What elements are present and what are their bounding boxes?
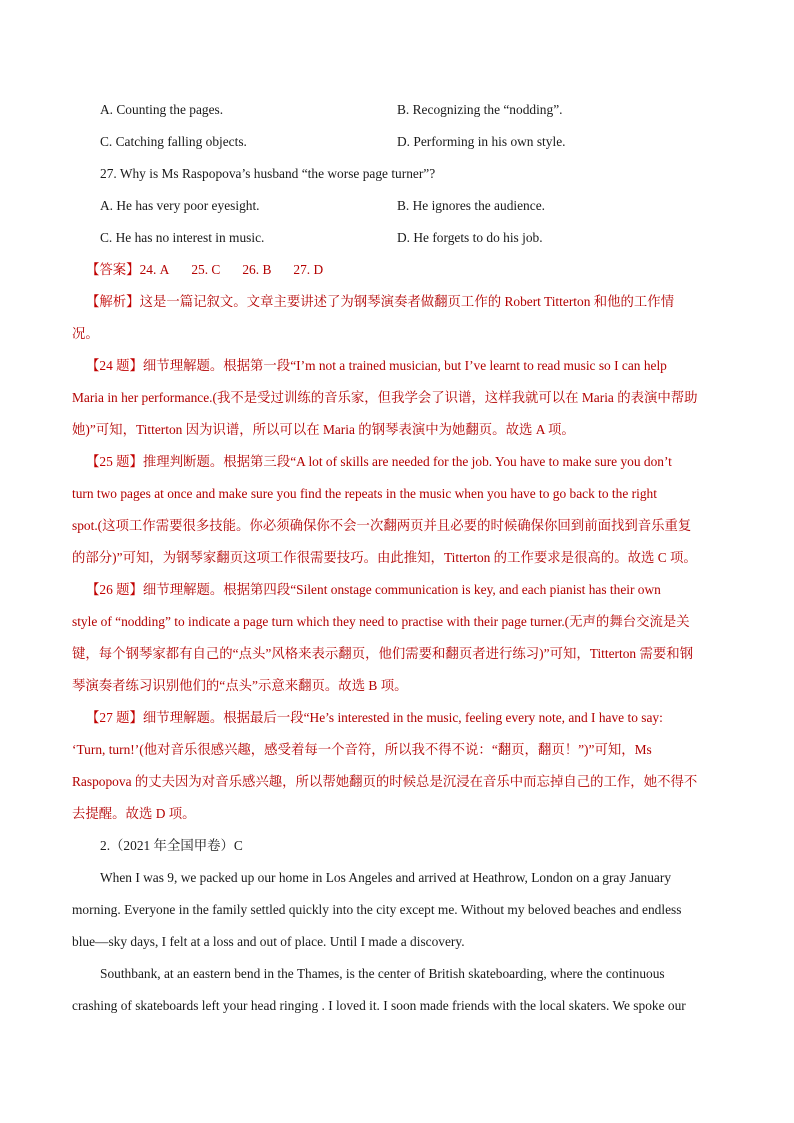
q25-exp-line-2: turn two pages at once and make sure you find the repeats in the music when you have to go back to the right [72,486,657,501]
q27-question: 27. Why is Ms Raspopova’s husband “the worse page turner”? [100,166,436,181]
q27-option-b: B. He ignores the audience. [397,198,545,213]
passage-p2-line-1: Southbank, at an eastern bend in the Thames, is the center of British skateboarding, where the continuous [100,966,665,981]
q25-tag: 【25 题】 [86,454,143,469]
q27-exp-line-3: Raspopova 的丈夫因为对音乐感兴趣，所以帮她翻页的时候总是沉浸在音乐中而忘掉自己的工作，她不得不 [72,774,698,789]
q27-exp-line-2: ‘Turn, turn!’(他对音乐很感兴趣，感受着每一个音符，所以我不得不说：“翻页，翻页！”)”可知，Ms [72,742,652,757]
analysis-tag: 【解析】 [86,294,140,309]
q24-exp-line-3: 她)”可知，Titterton 因为识谱，所以可以在 Maria 的钢琴表演中为她翻页。故选 A 项。 [72,422,575,437]
q27-option-a: A. He has very poor eyesight. [100,198,260,213]
q24-exp-line-1 [86,356,667,376]
analysis-line-2: 况。 [72,326,99,341]
answer-item: 24. A [139,262,170,277]
q27-exp-line-4: 去提醒。故选 D 项。 [72,806,196,821]
q24-tag: 【24 题】 [86,358,143,373]
q25-exp-line-1 [86,452,672,472]
q24-exp-text: 细节理解题。根据第一段“I’m not a trained musician, but I’ve learnt to read music so I can help [142,358,667,373]
q26-option-b: B. Recognizing the “nodding”. [397,102,563,117]
q27-tag: 【27 题】 [86,710,143,725]
q26-option-a: A. Counting the pages. [100,102,224,117]
q26-exp-line-4: 琴演奏者练习识别他们的“点头”示意来翻页。故选 B 项。 [72,678,408,693]
answer-line [86,260,323,280]
q26-tag: 【26 题】 [86,582,143,597]
q26-option-c: C. Catching falling objects. [100,134,247,149]
passage-p1-line-3: blue—sky days, I felt at a loss and out of place. Until I made a discovery. [72,934,465,949]
q25-exp-text: 推理判断题。根据第三段“A lot of skills are needed for the job. You have to make sure you don’t [142,454,672,469]
q26-exp-line-3: 键，每个钢琴家都有自己的“点头”风格来表示翻页，他们需要和翻页者进行练习)”可知，Titterton 需要和钢 [72,646,694,661]
section-heading: 2.（2021 年全国甲卷）C [100,838,243,853]
passage-p1-line-2: morning. Everyone in the family settled quickly into the city except me. Without my beloved beaches and endless [72,902,682,917]
passage-p1-line-1: When I was 9, we packed up our home in Los Angeles and arrived at Heathrow, London on a gray January [100,870,672,885]
answer-item: 25. C [191,262,221,277]
answer-tag: 【答案】 [86,262,140,277]
q25-exp-line-3: spot.(这项工作需要很多技能。你必须确保你不会一次翻两页并且必要的时候确保你回到前面找到音乐重复 [72,518,692,533]
analysis-line-1 [86,292,674,312]
q27-option-c: C. He has no interest in music. [100,230,265,245]
q27-exp-text: 细节理解题。根据最后一段“He’s interested in the music, feeling every note, and I have to say: [142,710,663,725]
analysis-text: 这是一篇记叙文。文章主要讲述了为钢琴演奏者做翻页工作的 Robert Titterton 和他的工作情 [139,294,675,309]
answer-item: 27. D [293,262,324,277]
q26-exp-line-1 [86,580,661,600]
q26-option-d: D. Performing in his own style. [397,134,566,149]
q27-exp-line-1 [86,708,663,728]
passage-p2-line-2: crashing of skateboards left your head ringing . I loved it. I soon made friends with the local skaters. We spoke our [72,998,686,1013]
q24-exp-line-2: Maria in her performance.(我不是受过训练的音乐家，但我学会了识谱，这样我就可以在 Maria 的表演中帮助 [72,390,698,405]
q27-option-d: D. He forgets to do his job. [397,230,543,245]
q26-exp-text: 细节理解题。根据第四段“Silent onstage communication is key, and each pianist has their own [142,582,661,597]
q26-exp-line-2: style of “nodding” to indicate a page turn which they need to practise with their page turner.(无声的舞台交流是关 [72,614,690,629]
q25-exp-line-4: 的部分)”可知，为钢琴家翻页这项工作很需要技巧。由此推知，Titterton 的工作要求是很高的。故选 C 项。 [72,550,697,565]
answer-item: 26. B [242,262,272,277]
